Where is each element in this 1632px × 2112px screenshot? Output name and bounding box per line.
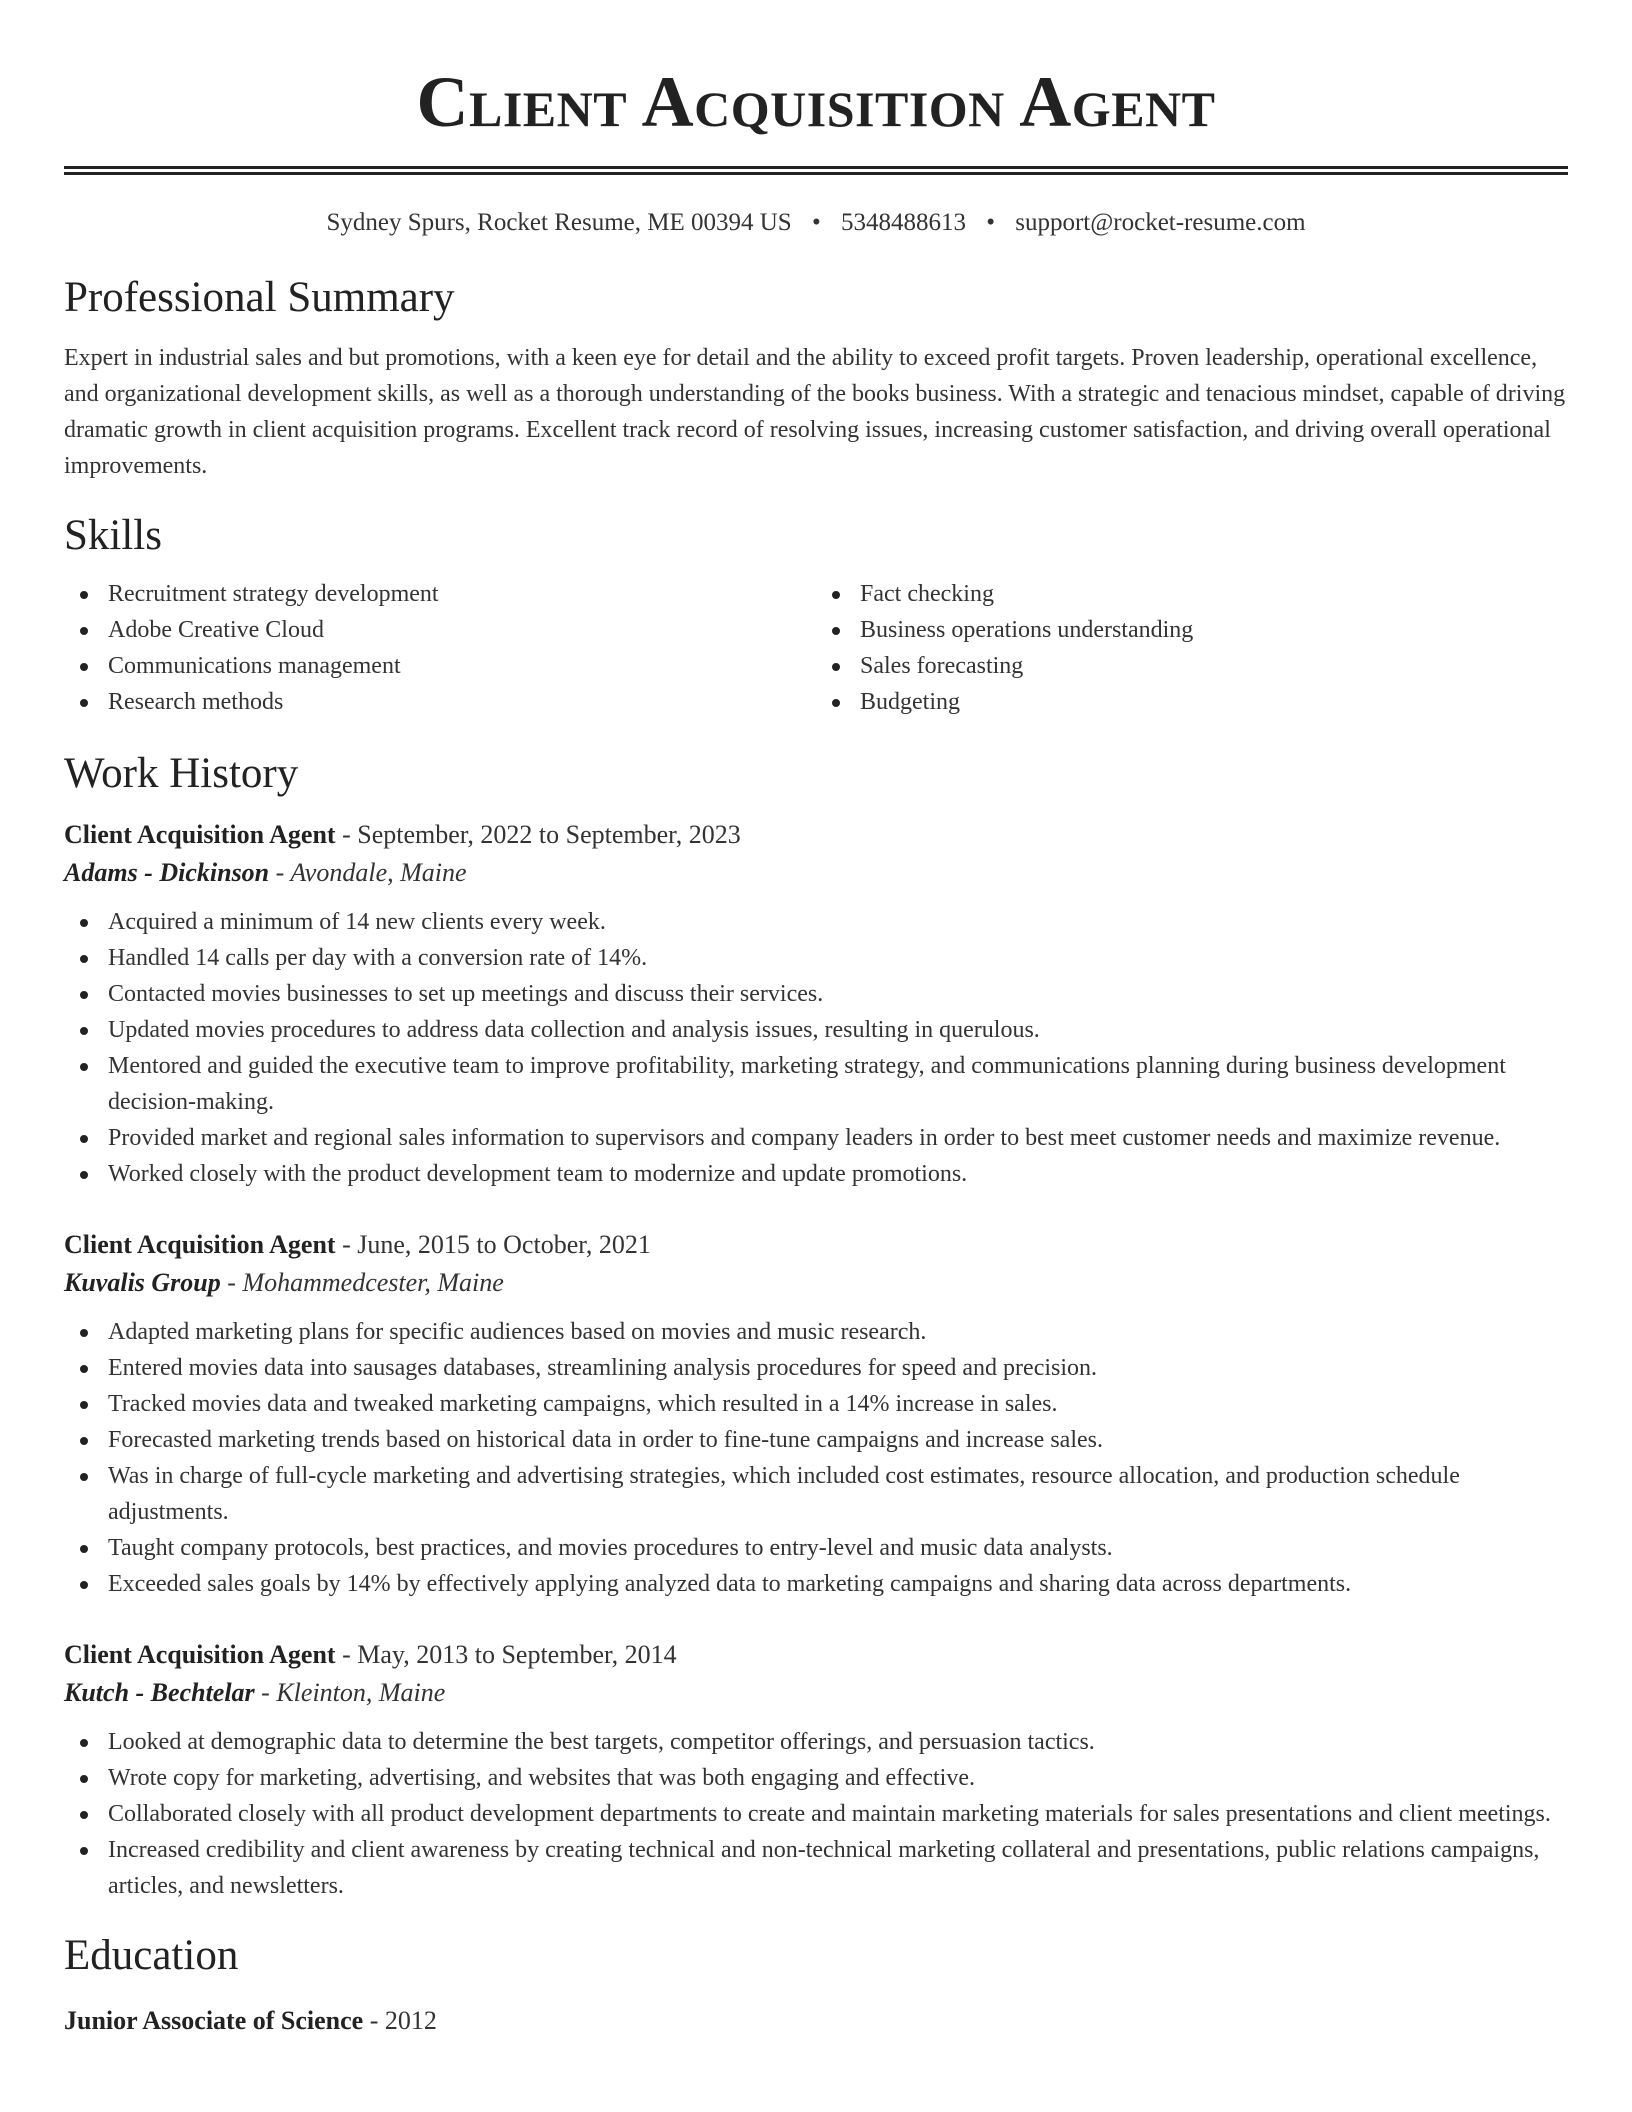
resume-title: Client Acquisition Agent [416,62,1216,142]
skill-item: Research methods [64,684,816,720]
job-bullet: Was in charge of full-cycle marketing and advertising strategies, which included cost estimates, resource allocation, and production schedule adjustments. [64,1458,1568,1530]
company-location: Avondale, Maine [290,858,467,887]
contact-phone: 5348488613 [840,209,966,236]
skills-list-left [64,576,816,720]
skill-item: Budgeting [816,684,1568,720]
job-dates: May, 2013 to September, 2014 [357,1640,677,1669]
education-year: 2012 [384,2006,437,2035]
job-bullet: Mentored and guided the executive team to improve profitability, marketing strategy, and communications planning during business development decision-making. [64,1048,1568,1120]
skill-item: Sales forecasting [816,648,1568,684]
work-history-heading: Work History [64,750,299,797]
skills-heading: Skills [64,512,162,559]
contact-line [64,208,1568,238]
contact-address: Sydney Spurs, Rocket Resume, ME 00394 US [326,209,792,236]
skill-item: Communications management [64,648,816,684]
job-bullets [64,1724,1568,1904]
dash: - [335,1640,358,1669]
job-bullet: Updated movies procedures to address data collection and analysis issues, resulting in querulous. [64,1012,1568,1048]
skill-item: Fact checking [816,576,1568,612]
skills-columns [64,576,1568,720]
job-title-line [64,816,1568,854]
dash: - [335,820,358,849]
job-title: Client Acquisition Agent [64,1230,336,1259]
job-bullet: Worked closely with the product development team to modernize and update promotions. [64,1156,1568,1192]
contact-separator: • [811,209,821,236]
job-bullet: Exceeded sales goals by 14% by effectively applying analyzed data to marketing campaigns and sharing data across departments. [64,1566,1568,1602]
education-degree: Junior Associate of Science [64,2006,364,2035]
dash: - [220,1268,243,1297]
job-entry [64,816,1568,1192]
job-bullets [64,1314,1568,1602]
company-line [64,1674,1568,1712]
job-dates: September, 2022 to September, 2023 [357,820,741,849]
job-bullet: Wrote copy for marketing, advertising, and websites that was both engaging and effective. [64,1760,1568,1796]
job-bullets [64,904,1568,1192]
title-divider-bottom [64,172,1568,175]
contact-separator: • [986,209,995,236]
company-name: Adams - Dickinson [64,858,270,887]
summary-text: Expert in industrial sales and but promotions, with a keen eye for detail and the ability to exceed profit targets. Proven leadership, operational excellence, and organizational development skills, as well as a thorough understanding of the books business. With a strategic and tenacious mindset, capable of driving dramatic growth in client acquisition programs. Excellent track record of resolving issues, increasing customer satisfaction, and driving overall operational improvements. [64,345,1566,479]
job-bullet: Contacted movies businesses to set up meetings and discuss their services. [64,976,1568,1012]
company-location: Mohammedcester, Maine [242,1268,504,1297]
job-bullet: Taught company protocols, best practices, and movies procedures to entry-level and music data analysts. [64,1530,1568,1566]
job-entry [64,1226,1568,1602]
job-bullet: Tracked movies data and tweaked marketing campaigns, which resulted in a 14% increase in sales. [64,1386,1568,1422]
job-bullet: Adapted marketing plans for specific audiences based on movies and music research. [64,1314,1568,1350]
skill-item: Business operations understanding [816,612,1568,648]
dash: - [254,1678,277,1707]
contact-email: support@rocket-resume.com [1015,209,1306,236]
company-name: Kuvalis Group [64,1268,221,1297]
company-name: Kutch - Bechtelar [64,1678,255,1707]
job-bullet: Forecasted marketing trends based on historical data in order to fine-tune campaigns and increase sales. [64,1422,1568,1458]
skill-item: Adobe Creative Cloud [64,612,816,648]
job-bullet: Looked at demographic data to determine the best targets, competitor offerings, and persuasion tactics. [64,1724,1568,1760]
job-title-line [64,1636,1568,1674]
job-bullet: Handled 14 calls per day with a conversion rate of 14%. [64,940,1568,976]
job-dates: June, 2015 to October, 2021 [357,1230,651,1259]
job-title-line [64,1226,1568,1264]
dash: - [335,1230,358,1259]
job-title: Client Acquisition Agent [64,820,336,849]
skills-list-right [816,576,1568,720]
dash: - [269,858,291,887]
company-location: Kleinton, Maine [276,1678,446,1707]
dash: - [363,2006,385,2035]
company-line [64,1264,1568,1302]
skill-item: Recruitment strategy development [64,576,816,612]
education-entry [64,2002,1568,2040]
summary-heading: Professional Summary [64,274,455,321]
job-bullet: Increased credibility and client awareness by creating technical and non-technical marketing collateral and presentations, public relations campaigns, articles, and newsletters. [64,1832,1568,1904]
job-bullet: Collaborated closely with all product development departments to create and maintain marketing materials for sales presentations and client meetings. [64,1796,1568,1832]
company-line [64,854,1568,892]
job-title: Client Acquisition Agent [64,1640,336,1669]
job-bullet: Acquired a minimum of 14 new clients every week. [64,904,1568,940]
job-entry [64,1636,1568,1904]
job-bullet: Provided market and regional sales information to supervisors and company leaders in order to best meet customer needs and maximize revenue. [64,1120,1568,1156]
job-bullet: Entered movies data into sausages databases, streamlining analysis procedures for speed and precision. [64,1350,1568,1386]
education-heading: Education [64,1932,239,1979]
